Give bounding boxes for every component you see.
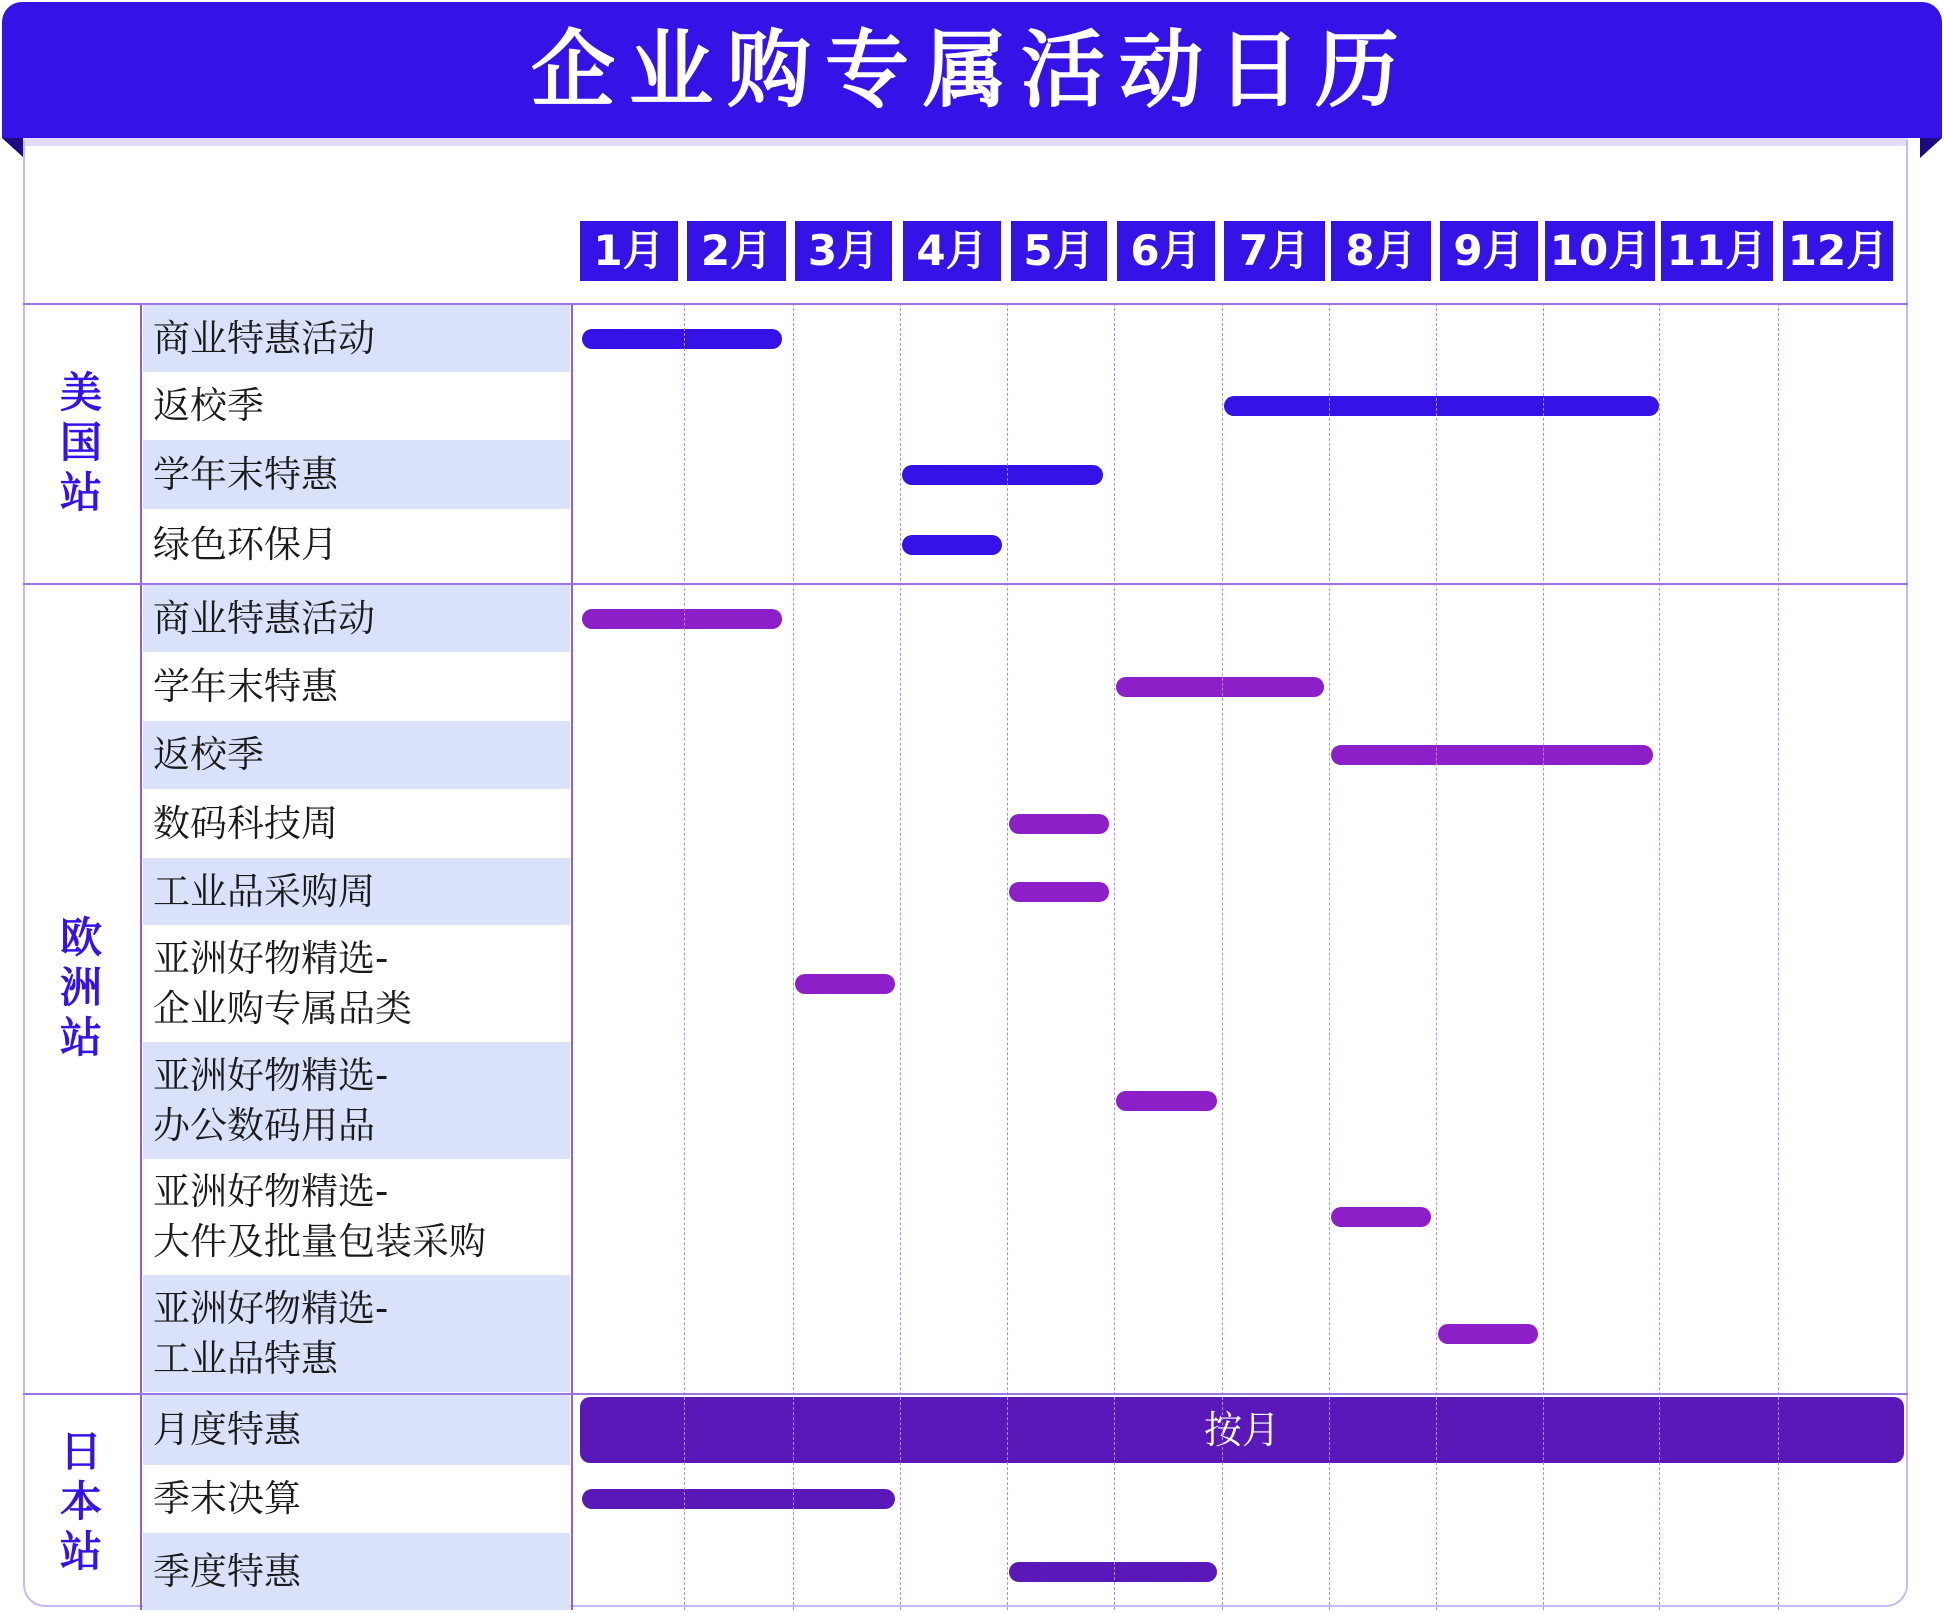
section-divider — [23, 583, 1908, 585]
activity-label: 工业品采购周 — [153, 869, 375, 913]
activity-bar — [1116, 1091, 1217, 1111]
monthly-band: 按月 — [580, 1397, 1904, 1463]
activity-label: 返校季 — [153, 384, 264, 427]
activity-bar — [582, 329, 782, 349]
activity-bar — [1438, 1324, 1538, 1344]
activity-label: 季末决算 — [153, 1477, 301, 1520]
month-header-11: 11月 — [1661, 221, 1773, 281]
activity-bar — [902, 465, 1103, 485]
activity-label: 绿色环保月 — [153, 522, 338, 566]
month-header-5: 5月 — [1011, 221, 1107, 281]
activity-label: 月度特惠 — [153, 1408, 301, 1451]
month-gridline — [1329, 303, 1330, 1610]
activity-bar — [1116, 677, 1324, 697]
month-header-4: 4月 — [903, 221, 1001, 281]
month-header-12: 12月 — [1783, 221, 1893, 281]
month-gridline — [1543, 303, 1544, 1610]
activity-bar — [1224, 396, 1659, 416]
month-header-8: 8月 — [1331, 221, 1431, 281]
region-label: 欧洲站 — [59, 913, 102, 1062]
banner-fold-right — [1920, 138, 1942, 158]
month-gridline — [1659, 303, 1660, 1610]
activity-bar — [1331, 745, 1653, 765]
activity-bar — [1009, 882, 1109, 902]
month-header-1: 1月 — [580, 221, 678, 281]
month-header-6: 6月 — [1117, 221, 1215, 281]
label-divider — [571, 303, 573, 1610]
activity-label: 返校季 — [153, 733, 264, 776]
activity-label: 学年末特惠 — [153, 452, 338, 496]
activity-label: 学年末特惠 — [153, 664, 338, 708]
banner-fold-left — [2, 138, 24, 158]
activity-label: 亚洲好物精选- 企业购专属品类 — [153, 936, 412, 1030]
month-header-2: 2月 — [687, 221, 786, 281]
activity-label: 商业特惠活动 — [153, 596, 375, 640]
month-header-10: 10月 — [1545, 221, 1655, 281]
section-divider — [23, 303, 1908, 305]
activity-bar — [582, 1489, 895, 1509]
month-header-3: 3月 — [795, 221, 892, 281]
region-divider — [140, 303, 142, 1610]
month-gridline — [793, 303, 794, 1610]
activity-label: 亚洲好物精选- 办公数码用品 — [153, 1053, 389, 1147]
region-label: 日本站 — [59, 1426, 102, 1576]
activity-bar — [582, 609, 782, 629]
month-gridline — [684, 303, 685, 1610]
month-gridline — [1436, 303, 1437, 1610]
month-header-7: 7月 — [1224, 221, 1325, 281]
month-gridline — [1114, 303, 1115, 1610]
month-gridline — [900, 303, 901, 1610]
activity-label: 数码科技周 — [153, 801, 338, 845]
activity-bar — [1009, 814, 1109, 834]
activity-label: 季度特惠 — [153, 1549, 301, 1593]
month-gridline — [1778, 303, 1779, 1610]
activity-label: 亚洲好物精选- 工业品特惠 — [153, 1286, 389, 1380]
month-gridline — [1222, 303, 1223, 1610]
activity-label: 商业特惠活动 — [153, 316, 375, 360]
activity-bar — [1009, 1562, 1217, 1582]
activity-bar — [795, 974, 895, 994]
activity-bar — [1331, 1207, 1431, 1227]
page-title: 企业购专属活动日历 — [530, 21, 1413, 119]
region-label: 美国站 — [59, 368, 102, 517]
activity-bar — [902, 535, 1002, 555]
title-banner — [2, 2, 1942, 138]
activity-label: 亚洲好物精选- 大件及批量包装采购 — [153, 1170, 486, 1263]
month-gridline — [1007, 303, 1008, 1610]
month-header-9: 9月 — [1440, 221, 1538, 281]
section-divider — [23, 1393, 1908, 1395]
